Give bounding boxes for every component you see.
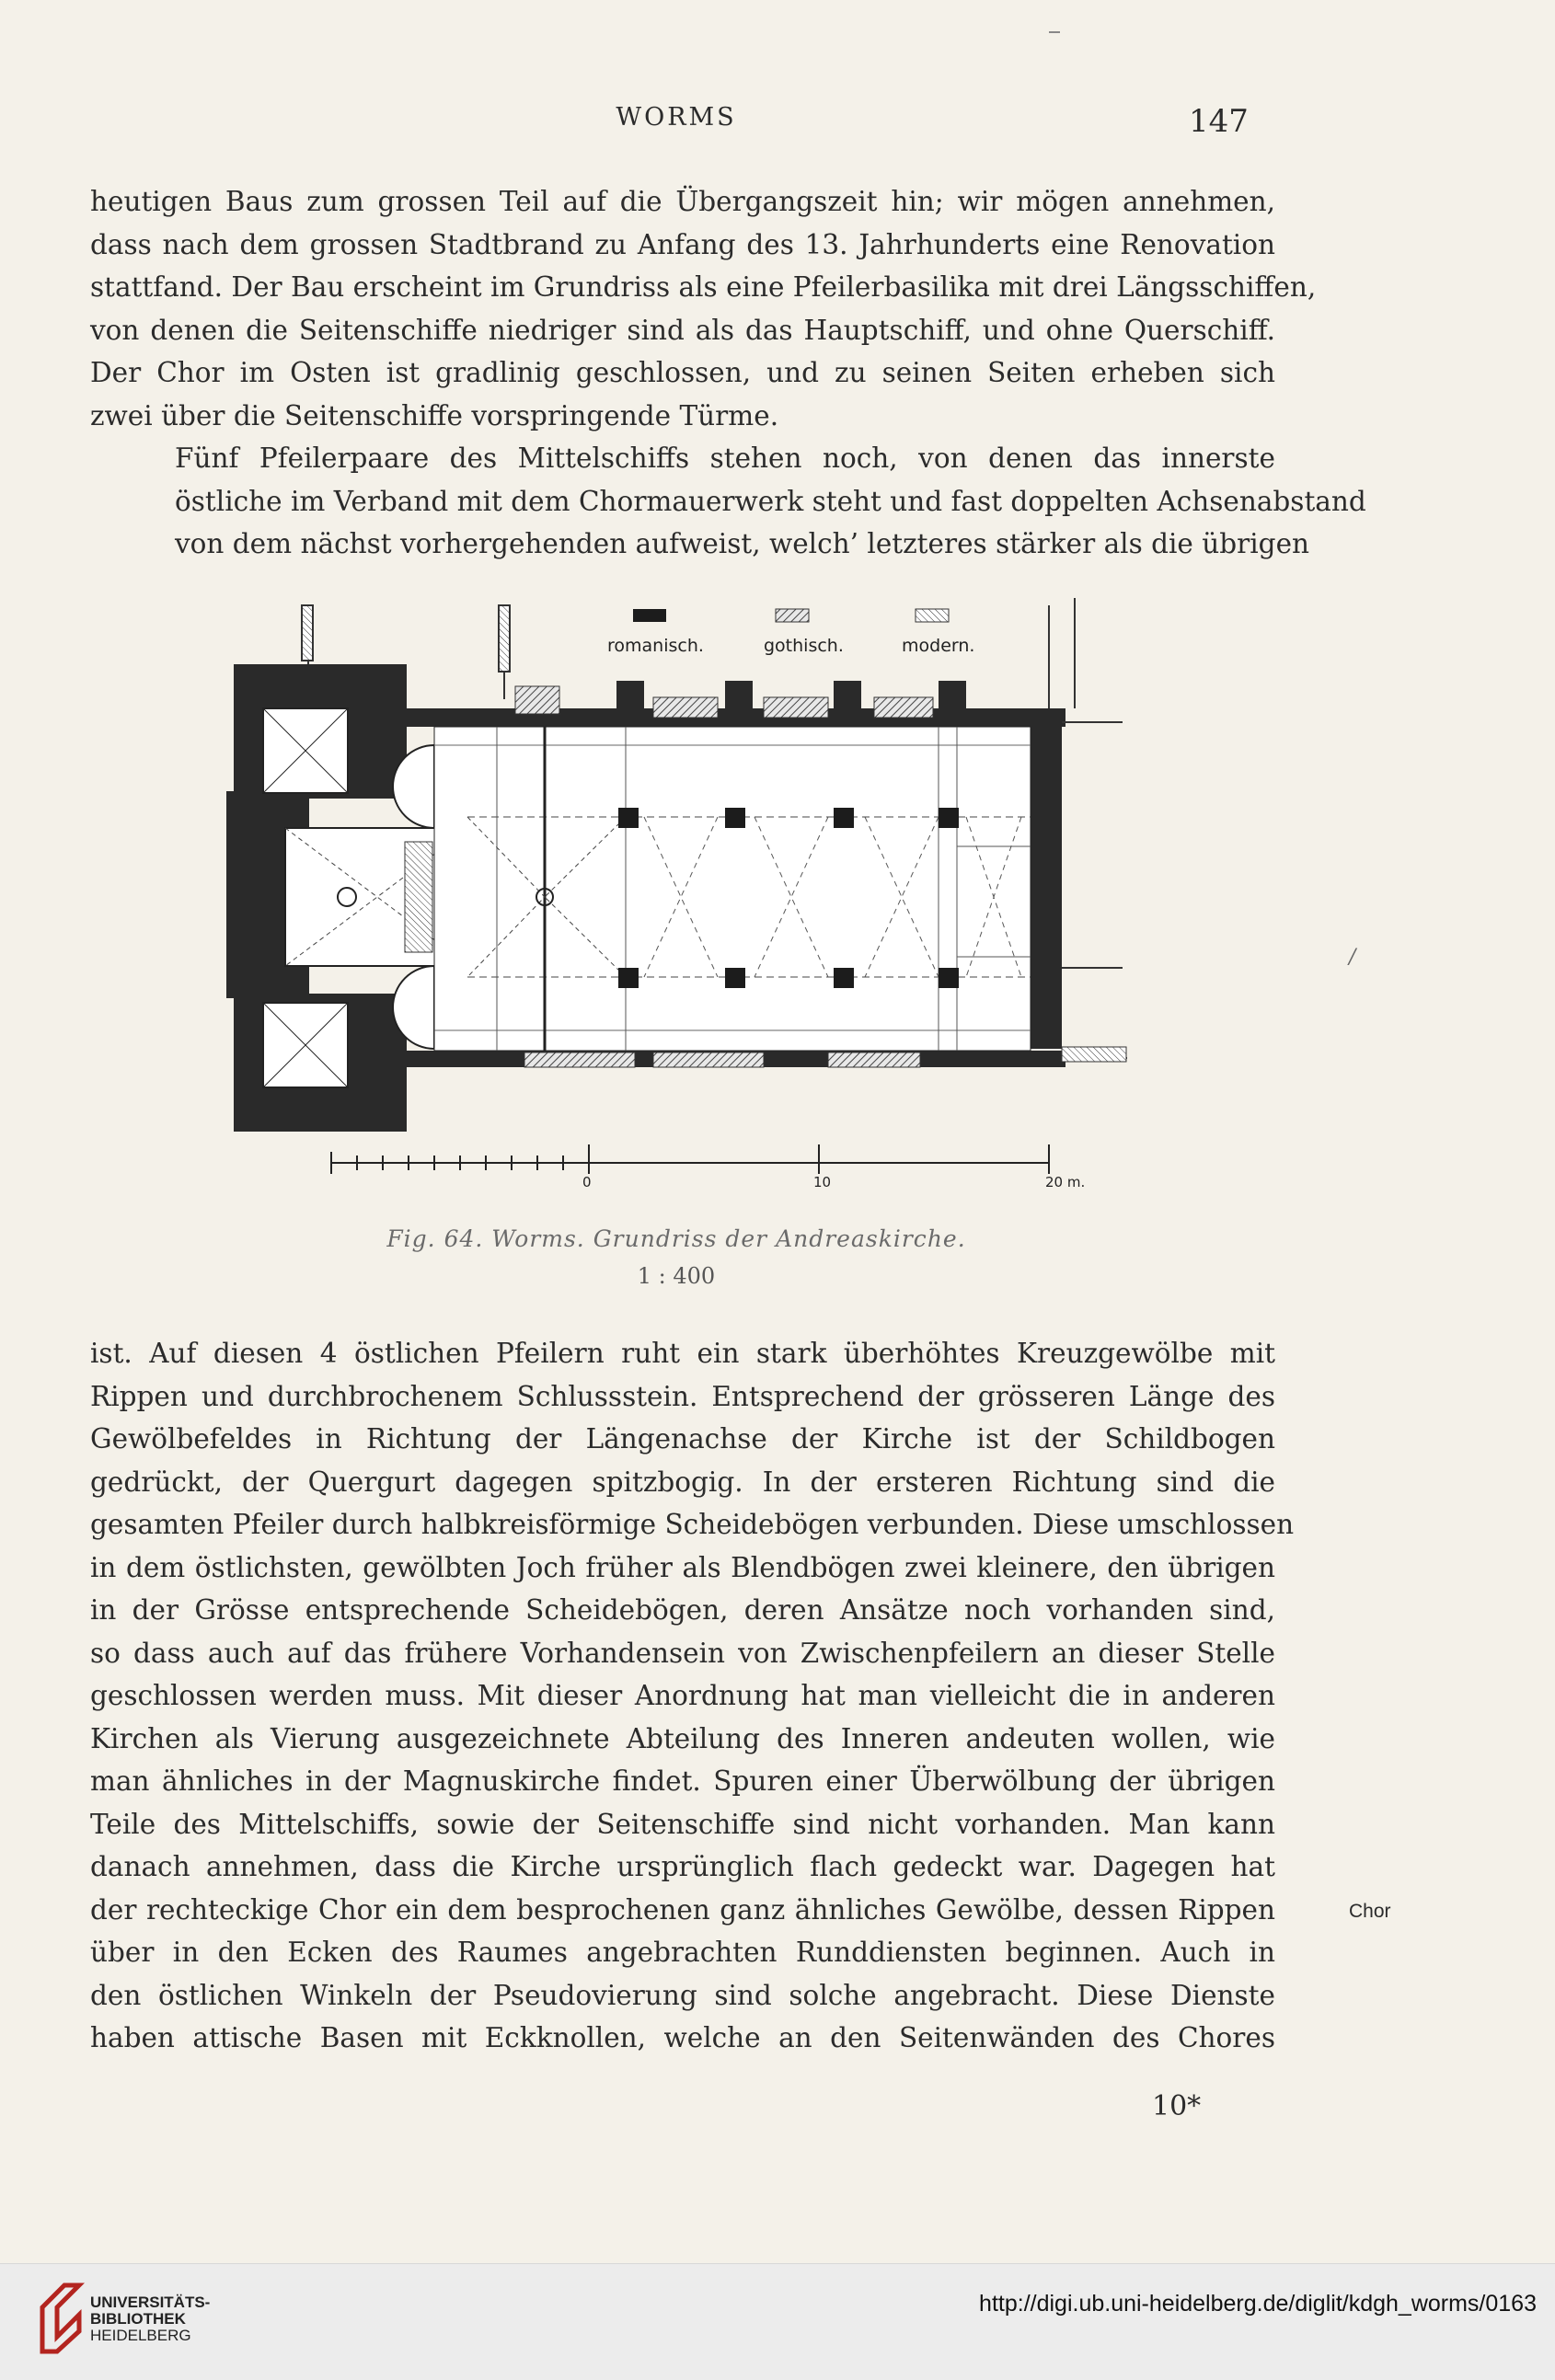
figure-scale: 1 : 400 — [637, 1263, 716, 1289]
legend-label: modern. — [902, 636, 975, 656]
text-line: gedrückt, der Quergurt dagegen spitzbogig. In der ersteren Richtung sind die — [90, 1466, 1275, 1498]
text-line: Fünf Pfeilerpaare des Mittelschiffs stehen noch, von denen das innerste — [175, 443, 1275, 474]
scale-label: 0 — [582, 1174, 592, 1187]
paragraph-1 — [90, 180, 1317, 437]
library-logo-icon — [37, 2280, 85, 2357]
scale-bar — [331, 1144, 1049, 1174]
text-line: gesamten Pfeiler durch halbkreisförmige Scheidebögen verbunden. Diese umschlossen — [90, 1509, 1295, 1540]
legend-swatch-modern — [916, 609, 949, 622]
scale-label: 10 — [813, 1174, 832, 1187]
scale-label: 20 m. — [1045, 1174, 1086, 1187]
library-name — [90, 2294, 210, 2344]
text-line: ist. Auf diesen 4 östlichen Pfeilern ruht ein stark überhöhtes Kreuzgewölbe mit — [90, 1338, 1275, 1369]
signature-mark: 10* — [1152, 2090, 1202, 2122]
text-line: geschlossen werden muss. Mit dieser Anordnung hat man vielleicht die in anderen — [90, 1680, 1275, 1711]
text-line: von dem nächst vorhergehenden aufweist, welch’ letzteres stärker als die übrigen — [175, 528, 1310, 559]
text-line: Der Chor im Osten ist gradlinig geschlossen, und zu seinen Seiten erheben sich — [90, 357, 1275, 388]
text-line: über in den Ecken des Raumes angebrachten Runddiensten beginnen. Auch in — [90, 1937, 1275, 1968]
text-line: in dem östlichsten, gewölbten Joch früher als Blendbögen zwei kleinere, den übrigen — [90, 1551, 1275, 1583]
running-header: WORMS — [616, 103, 737, 132]
text-line: in der Grösse entsprechende Scheidebögen, deren Ansätze noch vorhanden sind, — [90, 1594, 1275, 1626]
tower-south — [263, 1003, 348, 1087]
text-line: Kirchen als Vierung ausgezeichnete Abteilung des Inneren andeuten wollen, wie — [90, 1722, 1275, 1754]
legend-label: gothisch. — [764, 636, 844, 656]
text-line: so dass auch auf das frühere Vorhandensein von Zwischenpfeilern an dieser Stelle — [90, 1637, 1275, 1669]
legend-swatch-romanesque — [633, 609, 666, 622]
page-number: 147 — [1189, 103, 1249, 140]
margin-mark: / — [1349, 946, 1356, 969]
legend-swatch-gothic — [776, 609, 809, 622]
text-line: zwei über die Seitenschiffe vorspringende Türme. — [90, 399, 779, 431]
library-name-line: UNIVERSITÄTS- — [90, 2294, 211, 2311]
text-line: dass nach dem grossen Stadtbrand zu Anfang des 13. Jahrhunderts eine Renovation — [90, 228, 1275, 260]
text-line: den östlichen Winkeln der Pseudovierung sind solche angebracht. Diese Dienste — [90, 1979, 1275, 2011]
figure-caption: Fig. 64. Worms. Grundriss der Andreaskirche. — [386, 1225, 966, 1252]
library-name-line: HEIDELBERG — [90, 2327, 191, 2344]
plan-legend — [607, 609, 974, 656]
text-line: heutigen Baus zum grossen Teil auf die Übergangszeit hin; wir mögen annehmen, — [90, 186, 1275, 217]
library-name-line: BIBLIOTHEK — [90, 2310, 186, 2328]
text-line: von denen die Seitenschiffe niedriger sind als das Hauptschiff, und ohne Querschiff. — [90, 314, 1275, 346]
text-line: Teile des Mittelschiffs, sowie der Seitenschiffe sind nicht vorhanden. Man kann — [90, 1808, 1275, 1840]
margin-note-chor: Chor — [1349, 1901, 1391, 1922]
paragraph-2 — [90, 437, 1366, 566]
floor-plan-figure — [221, 598, 1132, 1187]
text-line: östliche im Verband mit dem Chormauerwerk steht und fast doppelten Achsenabstand — [175, 485, 1366, 517]
legend-label: romanisch. — [607, 636, 704, 656]
top-mark — [1049, 31, 1060, 33]
text-line: danach annehmen, dass die Kirche ursprünglich flach gedeckt war. Dagegen hat — [90, 1851, 1275, 1882]
text-line: haben attische Basen mit Eckknollen, welche an den Seitenwänden des Chores — [90, 2022, 1275, 2053]
tower-north — [263, 708, 348, 793]
source-url-link[interactable]: http://digi.ub.uni-heidelberg.de/diglit/kdgh_worms/0163 — [979, 2291, 1537, 2317]
text-line: Gewölbefeldes in Richtung der Längenachse der Kirche ist der Schildbogen — [90, 1423, 1275, 1454]
text-line: der rechteckige Chor ein dem besprochenen ganz ähnliches Gewölbe, dessen Rippen — [90, 1893, 1275, 1926]
text-line: Rippen und durchbrochenem Schlussstein. Entsprechend der grösseren Länge des — [90, 1380, 1275, 1412]
nave — [434, 727, 1031, 1051]
paragraph-3 — [90, 1332, 1295, 2060]
text-line: man ähnliches in der Magnuskirche findet. Spuren einer Überwölbung der übrigen — [90, 1765, 1275, 1797]
scale-labels — [582, 1174, 1085, 1187]
footer-bar — [0, 2263, 1555, 2380]
text-line: stattfand. Der Bau erscheint im Grundriss als eine Pfeilerbasilika mit drei Längsschiffen, — [90, 271, 1317, 303]
